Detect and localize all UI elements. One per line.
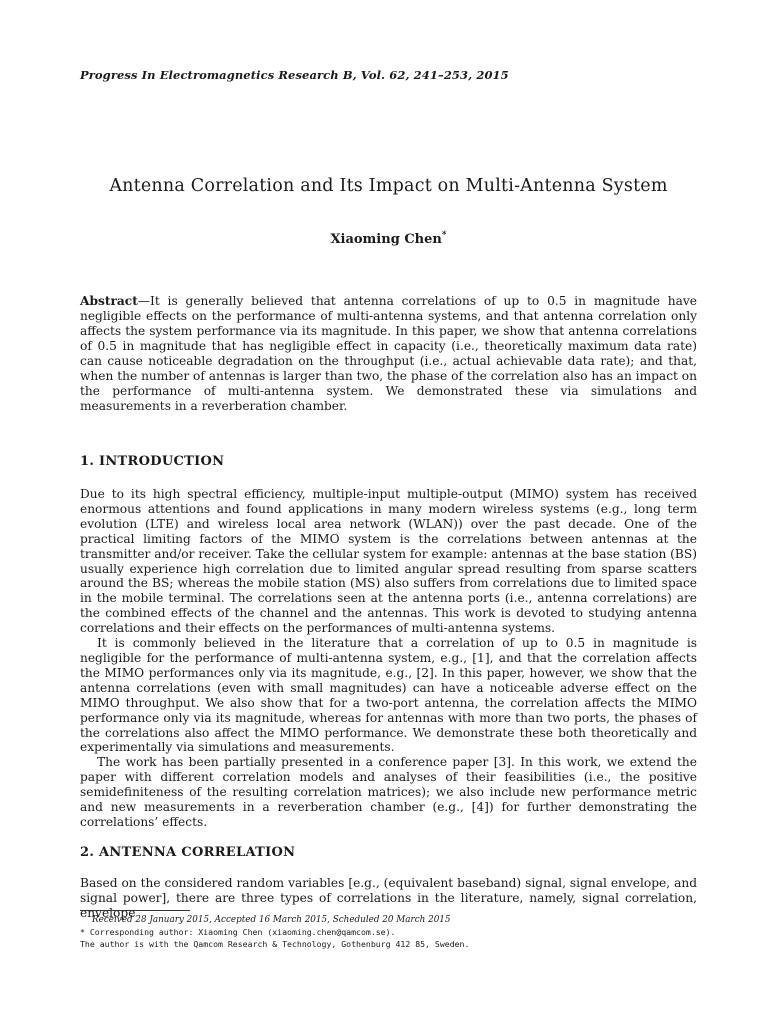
author-name: Xiaoming Chen [330,232,442,247]
paper-title: Antenna Correlation and Its Impact on Multi-Antenna System [109,176,668,196]
intro-paragraph-1: Due to its high spectral efficiency, multiple-input multiple-output (MIMO) system has received enormous attentions and found applications in many modern wireless systems (e.g., long term evolution (LTE) and wireless local area network (WLAN)) over the past decade. One of the practical limiting factors of the MIMO system is the correlations between antennas at the transmitter and/or receiver. Take the cellular system for example: antennas at the base station (BS) usually experience high correlation due to limited angular spread resulting from sparse scatters around the BS; whereas the mobile station (MS) also suffers from correlations due to limited space in the mobile terminal. The correlations seen at the antenna ports (i.e., antenna correlations) are the combined effects of the channel and the antennas. This work is devoted to studying antenna correlations and their effects on the performances of multi-antenna systems. [80,487,697,636]
footnote-divider [80,910,190,911]
abstract-label: Abstract [80,294,138,308]
introduction-body [80,487,697,830]
abstract-text: —It is generally believed that antenna correlations of up to 0.5 in magnitude have negligible effects on the performance of multi-antenna systems, and that antenna correlation only affects the system performance via its magnitude. In this paper, we show that antenna correlations of 0.5 in magnitude that has negligible effect in capacity (i.e., theoretically maximum data rate) can cause noticeable degradation on the throughput (i.e., actual achievable data rate); and that, when the number of antennas is larger than two, the phase of the correlation also has an impact on the performance of multi-antenna system. We demonstrated these via simulations and measurements in a reverberation chamber. [80,294,697,413]
correlation-paragraph-1: Based on the considered random variables [e.g., (equivalent baseband) signal, signal envelope, and signal power], there are three types of correlations in the literature, namely, signal correlation, envelope [80,876,697,920]
footnote-received: Received 28 January 2015, Accepted 16 March 2015, Scheduled 20 March 2015 [92,915,451,925]
intro-paragraph-3: The work has been partially presented in a conference paper [3]. In this work, we extend the paper with different correlation models and analyses of their feasibilities (i.e., the positive semidefiniteness of the resulting correlation matrices); we also include new performance metric and new measurements in a reverberation chamber (e.g., [4]) for further demonstrating the correlations’ effects. [80,755,697,829]
footnote-affiliation: The author is with the Qamcom Research & Technology, Gothenburg 412 85, Sweden. [80,939,470,949]
footnote-corresponding-author: * Corresponding author: Xiaoming Chen (xiaoming.chen@qamcom.se). [80,927,396,937]
section-heading-introduction: 1. INTRODUCTION [80,454,225,469]
abstract [80,294,697,414]
intro-paragraph-2: It is commonly believed in the literature that a correlation of up to 0.5 in magnitude is negligible for the performance of multi-antenna system, e.g., [1], and that the correlation affects the MIMO performances only via its magnitude, e.g., [2]. In this paper, however, we show that the antenna correlations (even with small magnitudes) can have a noticeable adverse effect on the MIMO throughput. We also show that for a two-port antenna, the correlation affects the MIMO performance only via its magnitude, whereas for antennas with more than two ports, the phases of the correlations also affect the MIMO performance. We demonstrate these both theoretically and experimentally via simulations and measurements. [80,636,697,755]
journal-header: Progress In Electromagnetics Research B, Vol. 62, 241–253, 2015 [80,68,509,82]
author-line [80,232,697,247]
footnotes [80,910,697,950]
author-footnote-mark: * [441,230,447,241]
section-heading-antenna-correlation: 2. ANTENNA CORRELATION [80,845,296,860]
